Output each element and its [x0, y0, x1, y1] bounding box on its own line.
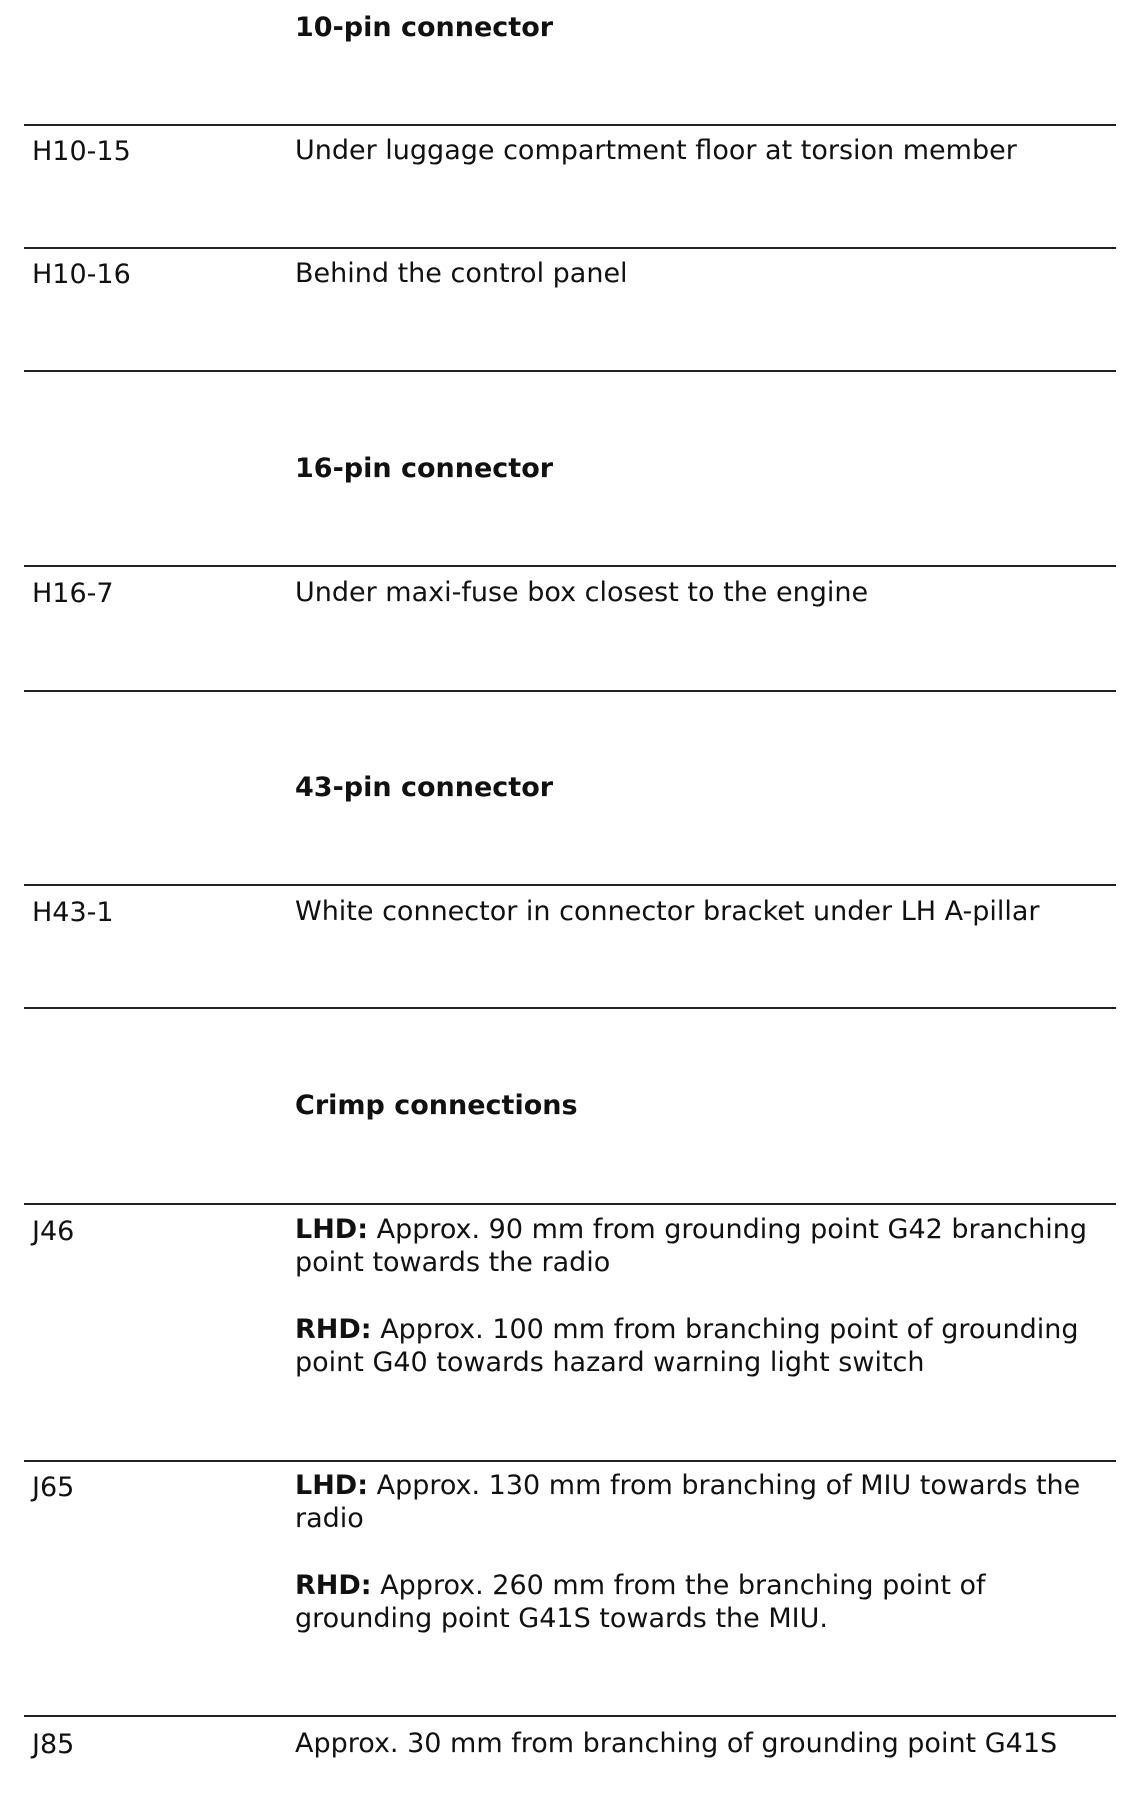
rhd-note	[295, 1313, 1115, 1379]
lhd-label: LHD:	[295, 1214, 369, 1245]
connector-location-h16-7: Under maxi-fuse box closest to the engine	[295, 577, 869, 608]
lhd-text: Approx. 90 mm from grounding point G42 branching point towards the radio	[295, 1214, 1087, 1278]
section-heading-43-pin: 43-pin connector	[295, 772, 554, 803]
lhd-note	[295, 1213, 1115, 1279]
connector-location-j85: Approx. 30 mm from branching of grounding point G41S	[295, 1728, 1058, 1759]
rhd-label: RHD:	[295, 1570, 372, 1601]
row-divider	[24, 247, 1116, 249]
lhd-label: LHD:	[295, 1470, 369, 1501]
section-heading-16-pin: 16-pin connector	[295, 453, 554, 484]
row-divider	[24, 1203, 1116, 1205]
connector-location-h43-1: White connector in connector bracket under LH A-pillar	[295, 896, 1040, 927]
rhd-text: Approx. 100 mm from branching point of grounding point G40 towards hazard warning light switch	[295, 1314, 1079, 1378]
connector-code-j65: J65	[32, 1472, 75, 1503]
lhd-note	[295, 1469, 1115, 1535]
connector-code-j46: J46	[32, 1216, 75, 1247]
rhd-text: Approx. 260 mm from the branching point of grounding point G41S towards the MIU.	[295, 1570, 986, 1634]
connector-location-h10-15: Under luggage compartment floor at torsion member	[295, 135, 1017, 166]
connector-code-h43-1: H43-1	[32, 897, 114, 928]
row-divider	[24, 370, 1116, 372]
row-divider	[24, 1715, 1116, 1717]
row-divider	[24, 565, 1116, 567]
connector-code-h10-15: H10-15	[32, 136, 131, 167]
row-divider	[24, 124, 1116, 126]
row-divider	[24, 690, 1116, 692]
connector-code-j85: J85	[32, 1729, 75, 1760]
row-divider	[24, 1460, 1116, 1462]
connector-code-h16-7: H16-7	[32, 578, 114, 609]
connector-code-h10-16: H10-16	[32, 259, 131, 290]
row-divider	[24, 884, 1116, 886]
connector-location-j65	[295, 1469, 1115, 1635]
rhd-label: RHD:	[295, 1314, 372, 1345]
rhd-note	[295, 1569, 1115, 1635]
section-heading-crimp: Crimp connections	[295, 1090, 578, 1121]
section-heading-10-pin: 10-pin connector	[295, 12, 554, 43]
row-divider	[24, 1007, 1116, 1009]
connector-location-j46	[295, 1213, 1115, 1379]
lhd-text: Approx. 130 mm from branching of MIU towards the radio	[295, 1470, 1081, 1534]
connector-location-h10-16: Behind the control panel	[295, 258, 628, 289]
